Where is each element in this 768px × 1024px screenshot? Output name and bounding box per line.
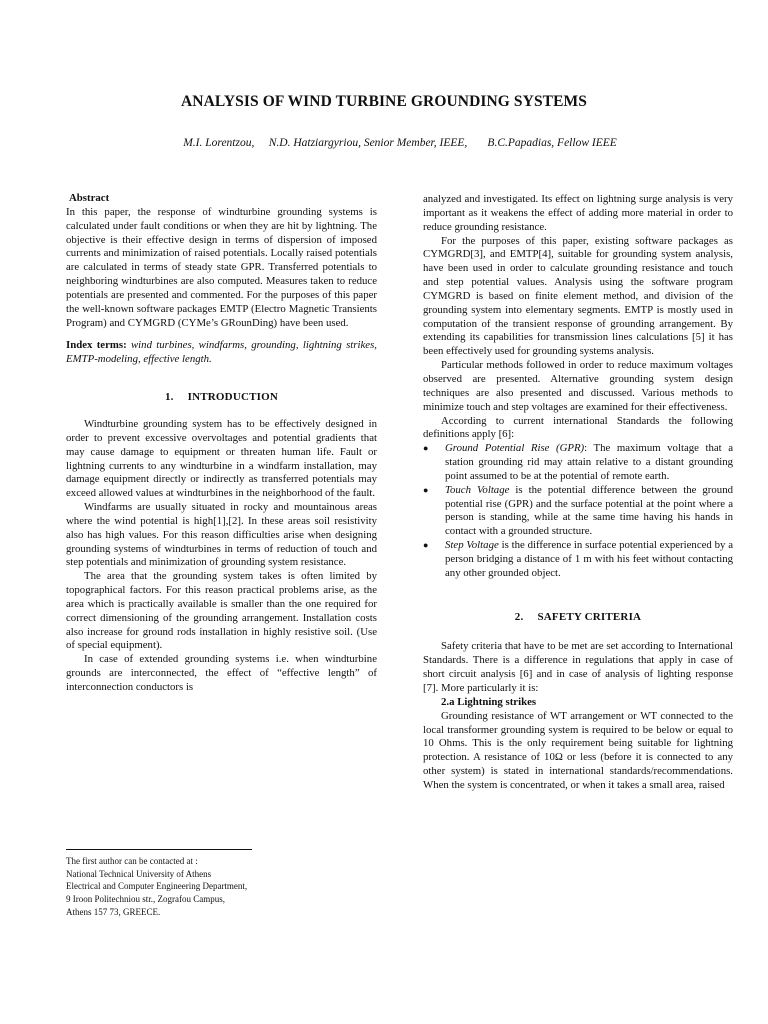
definition-text: is the potential difference between the ground potential rise (GPR) and the surface potential at the point where a person is standing, while at the same time having his hands in contact with a grounded structure. <box>445 483 733 538</box>
subsection-heading: 2.a Lightning strikes <box>441 695 537 708</box>
footnote-line: 9 Iroon Politechniou str., Zografou Campus, <box>66 894 225 905</box>
definition-item <box>423 442 733 484</box>
definition-item <box>423 539 733 581</box>
intro-paragraph: In case of extended grounding systems i.e. when windturbine grounds are interconnected, the effect of “effective length” of interconnection conductors is <box>66 653 377 693</box>
section-2-number: 2. <box>514 610 524 623</box>
definition-item <box>423 484 733 539</box>
definition-term: Ground Potential Rise (GPR) <box>445 442 585 455</box>
footnote-divider <box>66 849 252 850</box>
intro-paragraph: The area that the grounding system takes is often limited by topographical factors. For this reason practical problems arise, as the area which is practically available is smaller than the one required for correct dimensioning of the grounding arrangement. Installation costs also increase for ground rods installation in highly resistive soil. (Use of special equipment). <box>66 570 377 652</box>
intro-paragraph: Windfarms are usually situated in rocky and mountainous areas where the wind potential is high[1],[2]. In these areas soil resistivity also has high values. For this reason difficulties arise when designing grounding systems of windturbines in terms of reduction of touch and step potentials and minimization of grounding system resistance. <box>66 501 377 569</box>
footnote <box>66 855 247 919</box>
safety-intro: Safety criteria that have to be met are set according to International Standards. There is a difference in regulations that apply in case of short circuit analysis [6] and in case of analysis of lighting response [7]. More particularly it is: <box>423 640 733 694</box>
paper-title: ANALYSIS OF WIND TURBINE GROUNDING SYSTEMS <box>180 93 587 110</box>
footnote-line: Electrical and Computer Engineering Department, <box>66 881 248 892</box>
bullet-icon: ● <box>423 540 429 551</box>
definition-text: : The maximum voltage that a station grounding rid may attain relative to a distant grounding point assumed to be at the potential of remote earth. <box>445 442 734 482</box>
continuation-paragraph: analyzed and investigated. Its effect on lightning surge analysis is very important as it weakens the effect of adding more material in order to reduce grounding resistance. <box>423 193 733 233</box>
section-1-number: 1. <box>164 391 174 404</box>
author-list: M.I. Lorentzou, N.D. Hatziargyriou, Senior Member, IEEE, B.C.Papadias, Fellow IEEE <box>183 137 617 149</box>
definition-text: is the difference in surface potential experienced by a person bridging a distance of 1 m with his feet without contacting any other grounded object. <box>445 539 733 579</box>
abstract-text: In this paper, the response of windturbine grounding systems is calculated under fault conditions or when they are hit by lightning. The objective is their effective design in terms of dispersion of imposed currents and minimization of raised potentials. Locally raised potentials are calculated in terms of steady state GPR. Transferred potentials to neighboring windturbines are also computed. Measures taken to reduce potentials are presented and commented. For the purposes of this paper the well-known software packages EMTP (Electro Magnetic Transients Program) and CYMGRD (CYMe’s GRounDing) have been used. <box>66 205 377 329</box>
body-paragraph: Particular methods followed in order to reduce maximum voltages observed are presented. Alternative grounding system design techniques are also presented and discussed. Various methods to minimize touch and step voltages are examined for their effectiveness. <box>423 359 733 413</box>
definition-term: Touch Voltage <box>445 483 510 496</box>
index-terms <box>66 339 377 367</box>
section-1-heading <box>66 391 377 405</box>
section-2-heading <box>423 611 733 625</box>
abstract-heading: Abstract <box>69 192 110 204</box>
footnote-line: The first author can be contacted at : <box>66 856 198 866</box>
index-terms-text: wind turbines, windfarms, grounding, lightning strikes, EMTP-modeling, effective length. <box>66 339 377 366</box>
footnote-line: Athens 157 73, GREECE. <box>66 906 161 917</box>
bullet-icon: ● <box>423 484 429 495</box>
body-paragraph: For the purposes of this paper, existing software packages as CYMGRD[3], and EMTP[4], suitable for grounding system analysis, have been used in order to calculate grounding resistance and touch and step potential values. Analysis using the software program CYMGRD is based on finite element method, and division of the grounding system into elementary segments. EMTP is mostly used in computation of the transient response of grounding arrangement. By extending its capabilities for transmission lines calculations [5] it has been effectively used for grounding systems analysis. <box>423 234 733 358</box>
footnote-line: National Technical University of Athens <box>66 868 212 879</box>
right-column <box>423 193 733 793</box>
intro-paragraph: Windturbine grounding system has to be effectively designed in order to prevent excessive overvoltages and potential gradients that may cause damage to equipment or threaten human life. Fault or lightning currents to any windturbine in a windfarm installation, may damage equipment directly or indirectly as transferred potentials may exceed allowed values at windturbines in the neighborhood of the fault. <box>66 417 377 500</box>
lightning-paragraph: Grounding resistance of WT arrangement or WT connected to the local transformer grounding system is required to be below or equal to 10 Ohms. This is the only requirement being suitable for lightning protection. A resistance of 10Ω or less (before it is connected to any other system) is stated in international standards/recommendations. When the system is concentrated, or when it takes a small area, raised <box>423 709 733 791</box>
body-paragraph: According to current international Standards the following definitions apply [6]: <box>423 414 733 441</box>
index-terms-label: Index terms: <box>66 339 127 352</box>
bullet-icon: ● <box>423 443 429 454</box>
section-1-title: INTRODUCTION <box>187 391 279 404</box>
left-column <box>66 192 377 695</box>
section-2-title: SAFETY CRITERIA <box>537 610 642 623</box>
definition-term: Step Voltage <box>445 539 499 552</box>
definitions-list <box>423 442 733 580</box>
